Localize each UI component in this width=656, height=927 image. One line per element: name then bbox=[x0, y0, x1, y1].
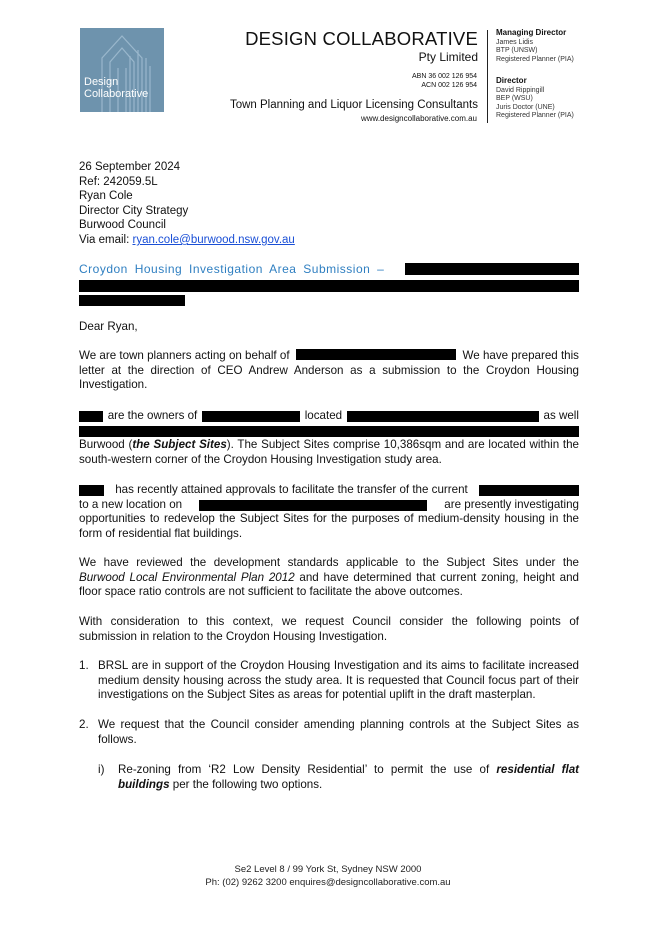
subject-line: Croydon Housing Investigation Area Submission – bbox=[79, 262, 385, 276]
salutation: Dear Ryan, bbox=[79, 320, 138, 333]
redaction-box bbox=[405, 263, 579, 275]
recipient-address bbox=[79, 160, 295, 248]
redaction-box bbox=[79, 280, 579, 292]
managing-director-block: Managing Director James Lidis BTP (UNSW) Registered Planner (PIA) bbox=[496, 28, 574, 63]
paragraph-3: has recently attained approvals to facilitate the transfer of the current to a new location on are presently investigating opportunities to redevelop the Subject Sites for the purposes of medium-density housing in the form of residential flat buildings. bbox=[79, 483, 579, 541]
recipient-name: Ryan Cole bbox=[79, 190, 133, 203]
recipient-org: Burwood Council bbox=[79, 219, 166, 232]
redaction-box bbox=[347, 411, 539, 422]
list-item-1: BRSL are in support of the Croydon Housing Investigation and its aims to facilitate increased medium density housing across the study area. It is requested that Council focus part of their investigations on the Subject Sites as areas for potential uplift in the draft masterplan. bbox=[98, 659, 579, 702]
firm-website: www.designcollaborative.com.au bbox=[360, 114, 477, 123]
redaction-box bbox=[79, 295, 185, 306]
sub-list-item-i: Re-zoning from ‘R2 Low Density Residential’ to permit the use of residential flat buildings per the following two options. bbox=[118, 763, 580, 791]
paragraph-5: With consideration to this context, we request Council consider the following points of submission in relation to the Croydon Housing Investigation. bbox=[79, 615, 579, 643]
list-number-1: 1. bbox=[79, 659, 89, 672]
footer-address: Se2 Level 8 / 99 York St, Sydney NSW 2000 bbox=[234, 864, 422, 875]
redaction-box bbox=[202, 411, 300, 422]
redaction-box bbox=[479, 485, 579, 496]
letter-date: 26 September 2024 bbox=[79, 161, 181, 173]
company-logo bbox=[80, 28, 164, 112]
recipient-email-line: Via email: ryan.cole@burwood.nsw.gov.au bbox=[79, 233, 295, 246]
firm-pty: Pty Limited bbox=[418, 50, 478, 64]
director-block: Director David Rippingill BEP (WSU) Juris Doctor (UNE) Registered Planner (PIA) bbox=[496, 76, 574, 120]
list-number-2: 2. bbox=[79, 718, 89, 731]
logo-text: Design Collaborative bbox=[84, 76, 149, 100]
firm-name: DESIGN COLLABORATIVE bbox=[245, 28, 478, 49]
recipient-position: Director City Strategy bbox=[79, 204, 189, 217]
redaction-box bbox=[79, 485, 104, 496]
redaction-box bbox=[79, 426, 579, 437]
sub-list-number-i: i) bbox=[98, 763, 105, 776]
letterhead-divider bbox=[487, 30, 488, 123]
redaction-box bbox=[79, 411, 103, 422]
list-item-2: We request that the Council consider amending planning controls at the Subject Sites as follows. bbox=[98, 718, 579, 746]
footer-contact: Ph: (02) 9262 3200 enquires@designcollaborative.com.au bbox=[205, 876, 451, 888]
page-footer bbox=[0, 864, 656, 889]
redaction-box bbox=[296, 349, 456, 360]
redaction-box bbox=[199, 500, 427, 511]
letter-ref: Ref: 242059.5L bbox=[79, 175, 158, 188]
paragraph-2: are the owners of located as well Burwood (the Subject Sites). The Subject Sites comprise 10,386sqm and are located within the south-western corner of the Croydon Housing Investigation study area. bbox=[79, 409, 580, 467]
paragraph-4: We have reviewed the development standards applicable to the Subject Sites under the Burwood Local Environmental Plan 2012 and have determined that current zoning, height and floor space ratio controls are not sufficient to facilitate the above outcomes. bbox=[79, 556, 579, 599]
company-numbers: ABN 36 002 126 954 ACN 002 126 954 bbox=[412, 73, 477, 89]
recipient-email-link[interactable]: ryan.cole@burwood.nsw.gov.au bbox=[132, 233, 295, 246]
firm-tagline: Town Planning and Liquor Licensing Consultants bbox=[229, 99, 478, 111]
paragraph-1: We are town planners acting on behalf of We have prepared this letter at the direction of CEO Andrew Anderson as a submission to the Croydon Housing Investigation. bbox=[79, 349, 579, 392]
